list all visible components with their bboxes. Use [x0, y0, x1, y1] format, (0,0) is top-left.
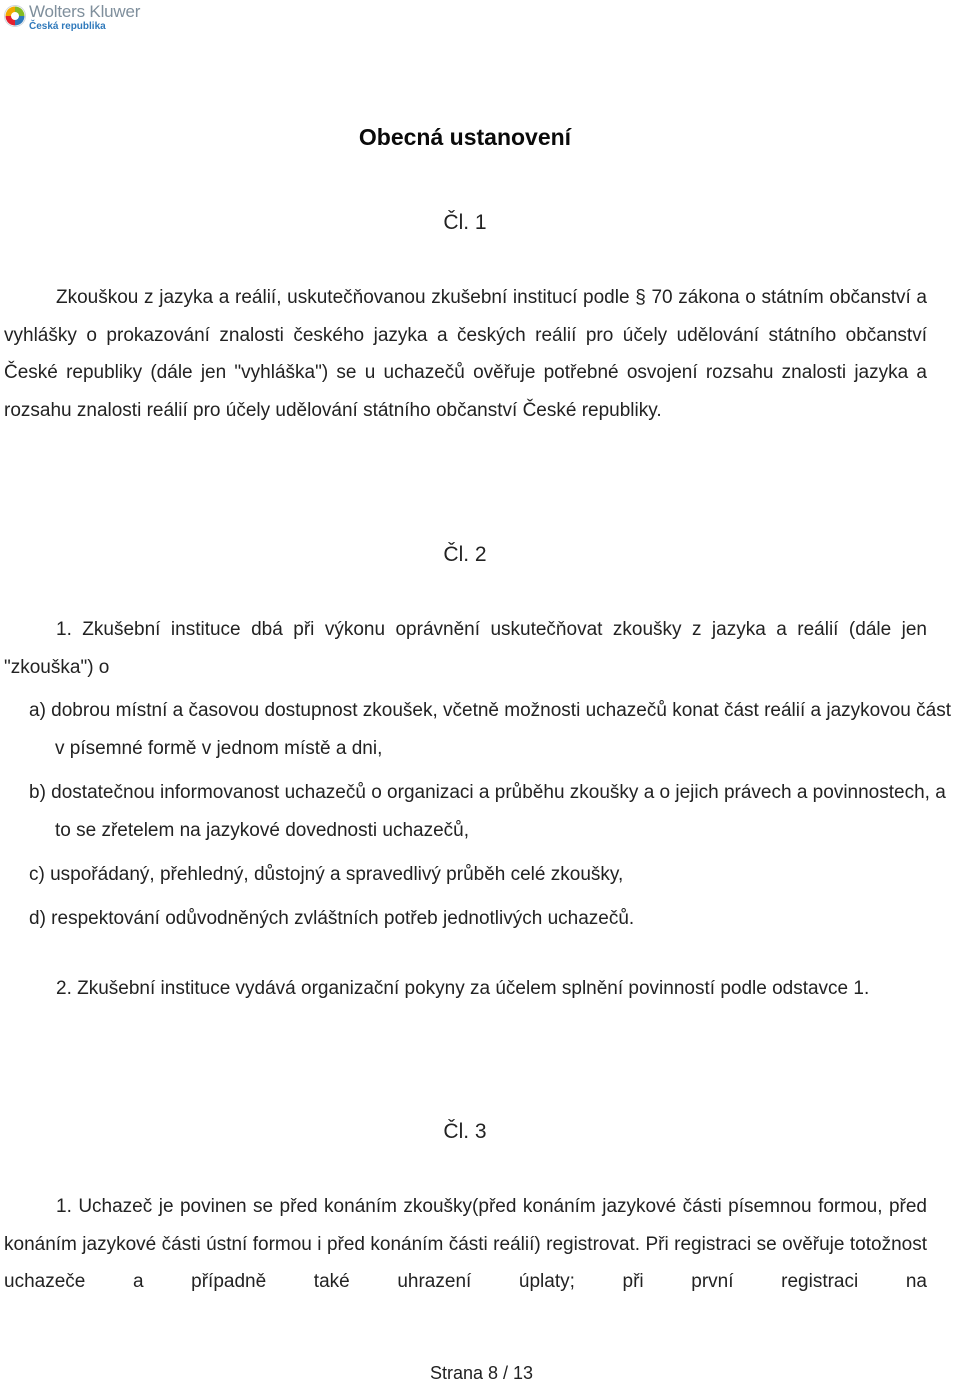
article-1-heading: Čl. 1: [443, 211, 487, 234]
article-2-paragraph-1: 1. Zkušební instituce dbá při výkonu oprávnění uskutečňovat zkoušky z jazyka a reálií (dále jen "zkouška") o: [4, 619, 927, 678]
article-1-text: Zkouškou z jazyka a reálií, uskutečňovanou zkušební institucí podle § 70 zákona o státním občanství a vyhlášky o prokazování znalosti českého jazyka a českých reálií pro účely udělování státního občanství České republiky (dále jen "vyhláška") se u uchazečů ověřuje potřebné osvojení rozsahu znalosti jazyka a rozsahu znalosti reálií pro účely udělování státního občanství České republiky.: [4, 287, 927, 421]
article-2-paragraph-2: 2. Zkušební instituce vydává organizační pokyny za účelem splnění povinností podle odstavce 1.: [56, 978, 870, 999]
article-2-item-b: b) dostatečnou informovanost uchazečů o organizaci a průběhu zkoušky a o jejich právech a povinnostech, a to se zřetelem na jazykové dovednosti uchazečů,: [29, 782, 946, 841]
article-2-item-d: d) respektování odůvodněných zvláštních potřeb jednotlivých uchazečů.: [29, 908, 635, 929]
page-number: Strana 8 / 13: [429, 1363, 534, 1383]
article-2-heading: Čl. 2: [443, 543, 487, 566]
article-2-item-a: a) dobrou místní a časovou dostupnost zkoušek, včetně možnosti uchazečů konat část reálií a jazykovou část v písemné formě v jednom místě a dni,: [29, 700, 951, 759]
brand-region: Česká republika: [29, 21, 106, 32]
brand-name: Wolters Kluwer: [29, 2, 141, 21]
publisher-logo: [4, 3, 140, 32]
article-3-heading: Čl. 3: [443, 1120, 487, 1143]
document-title: Obecná ustanovení: [358, 124, 572, 150]
article-2-item-c: c) uspořádaný, přehledný, důstojný a spravedlivý průběh celé zkoušky,: [29, 864, 624, 885]
article-3-paragraph-1: 1. Uchazeč je povinen se před konáním zkoušky(před konáním jazykové části písemnou formou, před konáním jazykové části ústní formou i před konáním části reálií) registrovat. Při registraci se ověřuje totožnost uchazeče a případně také uhrazení úplaty; při první registraci na: [4, 1196, 927, 1292]
wolters-kluwer-globe-icon: [4, 5, 26, 27]
